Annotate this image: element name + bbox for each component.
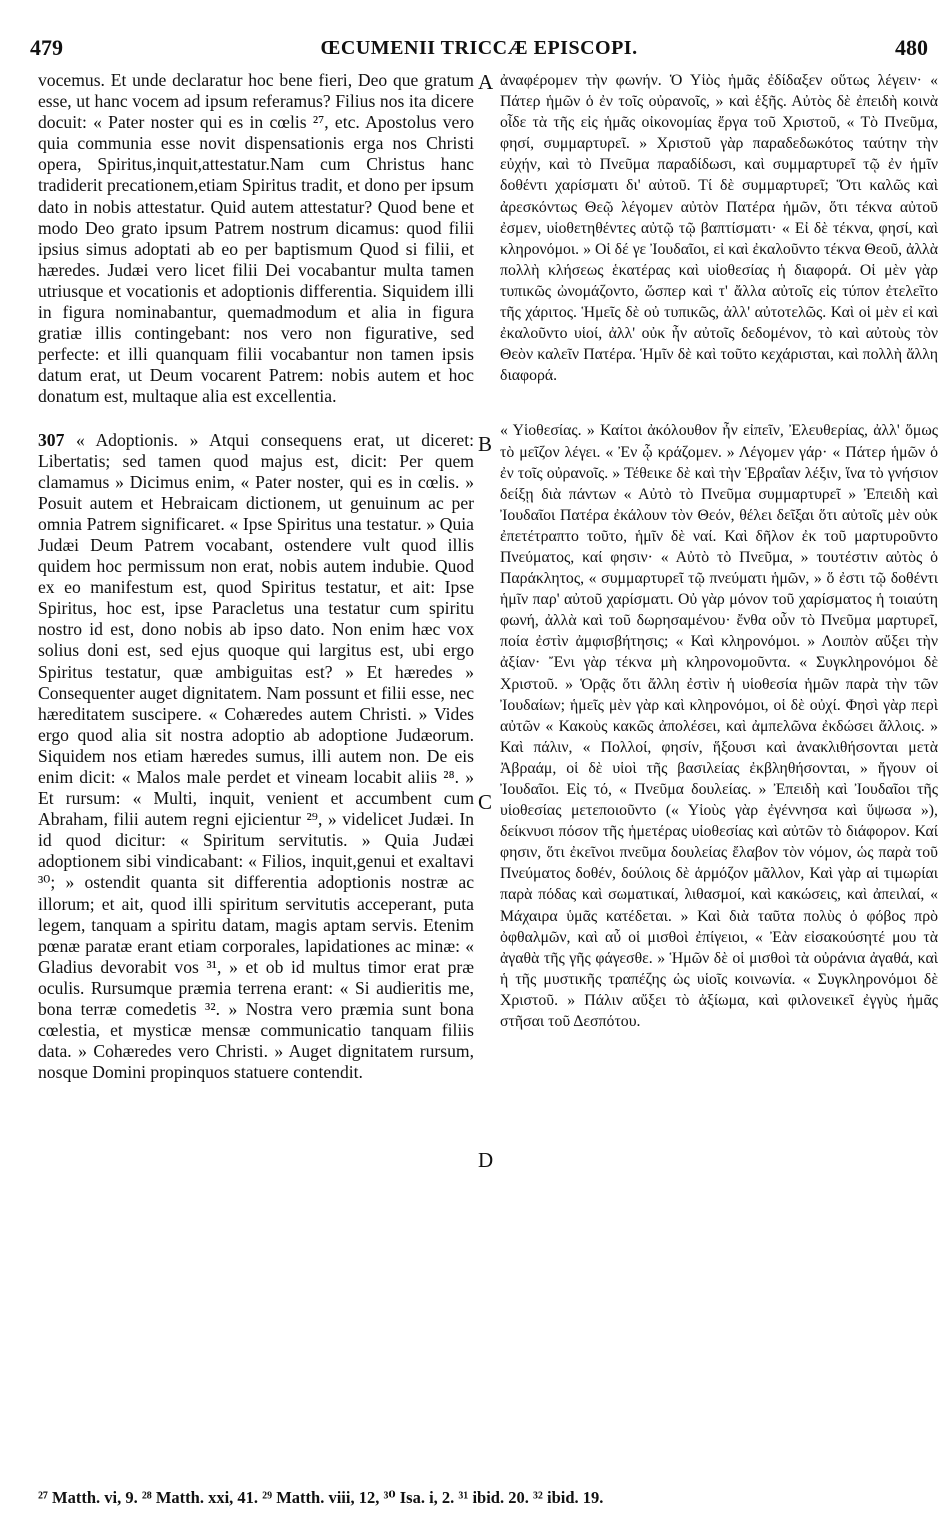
- greek-column: [500, 70, 938, 1032]
- margin-marker-a: A: [478, 70, 494, 94]
- running-title: ŒCUMENII TRICCÆ EPISCOPI.: [320, 36, 638, 59]
- latin-paragraph-1: vocemus. Et unde declaratur hoc bene fieri, Deo que gratum esse, ut hanc vocem ad ipsum referamus? Filius nos ita dicere docuit: « Pater noster qui es in cœlis ²⁷, etc. Apostolus vero quia communia esse novit dispensationis erga nos Christi opera, Spiritus,inquit,attestatur.Nam cum Christus hanc tradiderit precationem,etiam Spiritus tradit, et dono per ipsum dato in nobis attestatur. Quid autem attestatur? Quod bene et modo Deo grato ipsum Patrem nostrum dicamus: quod filii ipsius simus adoptati ab eo per baptismum Quod si filii, et hæredes. Judæi vero licet filii Dei vocabantur multa tamen utriusque et vocationis et adoptionis differentia. Siquidem illi in figura nominabantur, quemadmodum et alia in figura gratiæ illis contingebant: nos vero non figurative, sed perfecte: et illi quanquam filii vocabantur non tamen ipsis datum erat, ut Deum vocarent Patrem: nobis autem et hoc donatum est, multaque alia est excellentia.: [38, 70, 474, 407]
- greek-paragraph-1: ἀναφέρομεν τὴν φωνήν. Ὁ Υἱὸς ἡμᾶς ἐδίδαξεν οὕτως λέγειν· « Πάτερ ἡμῶν ὁ ἐν τοῖς οὐρανοῖς, » καὶ ἑξῆς. Αὐτὸς δὲ ἐπειδὴ κοινὰ οἶδε τὰ τῆς εἰς ἡμᾶς οἰκονομίας ἔργα τοῦ Χριστοῦ, « Τὸ Πνεῦμα, φησί, συμμαρτυρεῖ. » Χριστοῦ γὰρ παραδεδωκότος ταύτην τὴν εὐχήν, καὶ τὸ Πνεῦμα παραδίδωσι, καὶ συμμαρτυρεῖ τῷ ἐν ἡμῖν δοθέντι χαρίσματι δι' αὐτοῦ. Τί δὲ συμμαρτυρεῖ; Ὅτι καλῶς καὶ ἀρεσκόντως Θεῷ λέγομεν αὐτὸν Πατέρα ἡμῶν, ὅτι τέκνα αὐτοῦ ἐσμεν, υἱοθετηθέντες αὐτῷ τῷ βαπτίσματι· « Εἰ δὲ τέκνα, φησί, καὶ κληρονόμοι. » Οἱ δέ γε Ἰουδαῖοι, εἰ καὶ ἐκαλοῦντο τέκνα Θεοῦ, ἀλλὰ πολλὴ κλήσεως ἑκατέρας καὶ υἱοθεσίας ἡ διαφορά. Οἱ μὲν γὰρ τυπικῶς ὠνομάζοντο, ὥσπερ καὶ τ' ἄλλα αὐτοῖς εἰς τύπον ἐτελεῖτο τῆς χάριτος. Ἡμεῖς δὲ οὐ τυπικῶς, ἀλλ' αὐτοτελῶς. Καὶ οἱ μὲν εἰ καὶ ἐκαλοῦντο υἱοί, ἀλλ' οὐκ ἦν αὐτοῖς δεδομένον, τὸ καὶ αὐτοὺς τὸν Θεὸν καλεῖν Πατέρα. Ἡμῖν δὲ καὶ τοῦτο κεχάρισται, καὶ πολλὴ ἄλλη διαφορά.: [500, 72, 938, 385]
- greek-paragraph-2: « Υἱοθεσίας. » Καίτοι ἀκόλουθον ἦν εἰπεῖν, Ἐλευθερίας, ἀλλ' ὅμως τὸ μεῖζον λέγει. « Ἐν ᾧ κράζομεν. » Λέγομεν γάρ· « Πάτερ ἡμῶν ὁ ἐν τοῖς οὐρανοῖς. » Τέθεικε δὲ καὶ τὴν Ἑβραΐαν λέξιν, ἵνα τὸ γνήσιον δείξῃ διὰ πάντων « Αὐτὸ τὸ Πνεῦμα συμμαρτυρεῖ » Ἐπειδὴ καὶ Ἰουδαῖοι Πατέρα ἐκάλουν τὸν Θεόν, θέλει δεῖξαι ὅτι αὐτοῖς μὲν οὐκ ἐπετέτραπτο τοῦτο, ἡμῖν δὲ ναί. Καὶ δῆλον ἐκ τοῦ μαρτυροῦντο Πνεύματος, καί φησιν· « Αὐτὸ τὸ Πνεῦμα, » τουτέστιν αὐτὸς ὁ Παράκλητος, « συμμαρτυρεῖ τῷ πνεύματι ἡμῶν, » ὅ ἐστι τῷ δοθέντι ἡμῖν παρ' αὐτοῦ χαρίσματι. Οὐ γὰρ μόνον τοῦ χαρίσματος ἡ τοιαύτη φωνή, ἀλλὰ καὶ τοῦ δωρησαμένου· ἔνθα οὖν τὸ Πνεῦμα μαρτυρεῖ, ποία ἐστὶν ἀμφισβήτησις; « Καὶ κληρονόμοι. » Λοιπὸν αὔξει τὴν ἀξίαν· Ἔνι γὰρ τέκνα μὴ κληρονομοῦντα. « Συγκληρονόμοι δὲ Χριστοῦ. » Ὁρᾷς ὅτι ἄλλη ἐστὶν ἡ υἱοθεσία ἡμῶν παρὰ τὴν τῶν Ἰουδαίων; ἡμεῖς μὲν γὰρ καὶ κληρονόμοι, οἱ δὲ οὐχί. Φησὶ γὰρ περὶ αὐτῶν « Κακοὺς κακῶς ἀπολέσει, καὶ ἀμπελῶνα ἐκδώσει ἄλλοις. » Καὶ πάλιν, « Πολλοί, φησίν, ἥξουσι καὶ ἀνακλιθήσονται μετὰ Ἀβραάμ, οἱ δὲ υἱοὶ τῆς βασιλείας ἐκβληθήσονται, » ἤγουν οἱ Ἰουδαῖοι. Εἰς τό, « Πνεῦμα δουλείας. » Ἐπειδὴ καὶ Ἰουδαῖοι τῆς υἱοθεσίας μετεποιοῦντο (« Υἱοὺς γὰρ ἐγέννησα καὶ ὕψωσα »), δείκνυσι πόσον τῆς ἡμετέρας υἱοθεσίας καὶ αὐτῶν τὸ διάφορον. Καί φησιν, ὅτι ἐκεῖνοι πνεῦμα δουλείας ἔλαβον τὸν νόμον, ὡς παρὰ τοῦ Πνεύματος δοθέν, δούλοις δὲ ἁρμόζον μᾶλλον, Καὶ γὰρ αἱ τιμωρίαι παρὰ πόδας καὶ σωματικαί, λιθασμοί, καὶ κακώσεις, καὶ ἀπειλαί, « Μάχαιρα ὑμᾶς κατέδεται. » Καὶ διὰ ταῦτα πολὺς ὁ φόβος πρὸ ὀφθαλμῶν, καὶ αὖ οἱ μισθοὶ ἐπίγειοι, « Ἐὰν εἰσακούσητέ μου τὰ ἀγαθὰ τῆς γῆς φάγεσθε. » Ἡμῶν δὲ οἱ μισθοὶ τὰ οὐράνια ἀγαθά, καὶ ἡ τῆς μυστικῆς τραπέζης ὡς υἱοῖς κοινωνία. « Συγκληρονόμοι δὲ Χριστοῦ. » Πάλιν αὔξει τὸ ἀξίωμα, καὶ φιλονεικεῖ ἐγγὺς ἡμᾶς στῆσαι τοῦ Δεσπότου.: [500, 422, 938, 1031]
- page-number-right: 480: [894, 35, 928, 60]
- latin-paragraph-2: [38, 430, 474, 1084]
- margin-marker-b: B: [478, 432, 493, 456]
- footnotes: ²⁷ Matth. vi, 9. ²⁸ Matth. xxi, 41. ²⁹ Matth. viii, 12, ³⁰ Isa. i, 2. ³¹ ibid. 20. ³² ibid. 19.: [38, 1488, 604, 1507]
- margin-marker-d: D: [478, 1148, 494, 1172]
- margin-marker-c: C: [478, 790, 493, 814]
- latin-paragraph-2-text: « Adoptionis. » Atqui consequens erat, ut diceret: Libertatis; sed tamen quod majus est, dicit: Per quem clamamus » Dicimus enim, « Pater noster, qui es in cœlis. » Posuit autem et Hebraicam dictionem, ut genuinum ac per omnia Patrem significaret. « Ipse Spiritus una testatur. » Quia Judæi Deum Patrem vocabant, ostendere vult quod illis quidem hoc permissum non erat, nobis autem indubie. Quod ex eo manifestum est, quod Spiritus testatur, et ait: Ipse Spiritus, hoc est, ipse Paracletus una testatur cum spiritu nostro id est, dono nobis ab ipso dato. Non enim hæc vox solius doni est, sed ejus quoque qui largitus est, ubi ergo Spiritus testatur, quæ ambiguitas est? » Et hæredes » Consequenter auget dignitatem. Nam possunt et filii esse, nec hæreditatem suscipere. « Cohæredes autem Christi. » Vides ergo quod alia sit nostra adoptio ab adoptione Judæorum. Siquidem nos etiam hæredes sumus, illi autem non. De eis enim dicit: « Malos male perdet et vineam locabit aliis ²⁸. » Et rursum: « Multi, inquit, venient et accumbent cum Abraham, filii autem regni ejicientur ²⁹, » videlicet Judæi. In id quod dicitur: « Spiritum servitutis. » Quia Judæi adoptionem sibi vindicabant: « Filios, inquit,genui et exaltavi ³⁰; » ostendit quanta sit differentia adoptionis nostræ ac illorum; et ait, quod illi spiritum servitutis acceperant, puta legem, tanquam a spiritu datam, magis aptam servis. Etenim pœnæ paratæ erant etiam corporales, lapidationes ac minæ: « Gladius devorabit vos ³¹, » et ob id multus timor erat præ oculis. Rursumque præmia terrena erant: « Si audieritis me, bona terræ comedetis ³². » Nostra vero præmia sunt bona cœlestia, et mysticæ mensæ communicatio tanquam filiis data. » Cohæredes vero Christi. » Auget dignitatem rursum, nosque Domini propinquos statuere contendit.: [38, 429, 474, 1083]
- page-number-left: 479: [30, 35, 63, 60]
- latin-column: [38, 70, 474, 1083]
- section-number: 307: [38, 429, 65, 450]
- page-header: [30, 30, 928, 66]
